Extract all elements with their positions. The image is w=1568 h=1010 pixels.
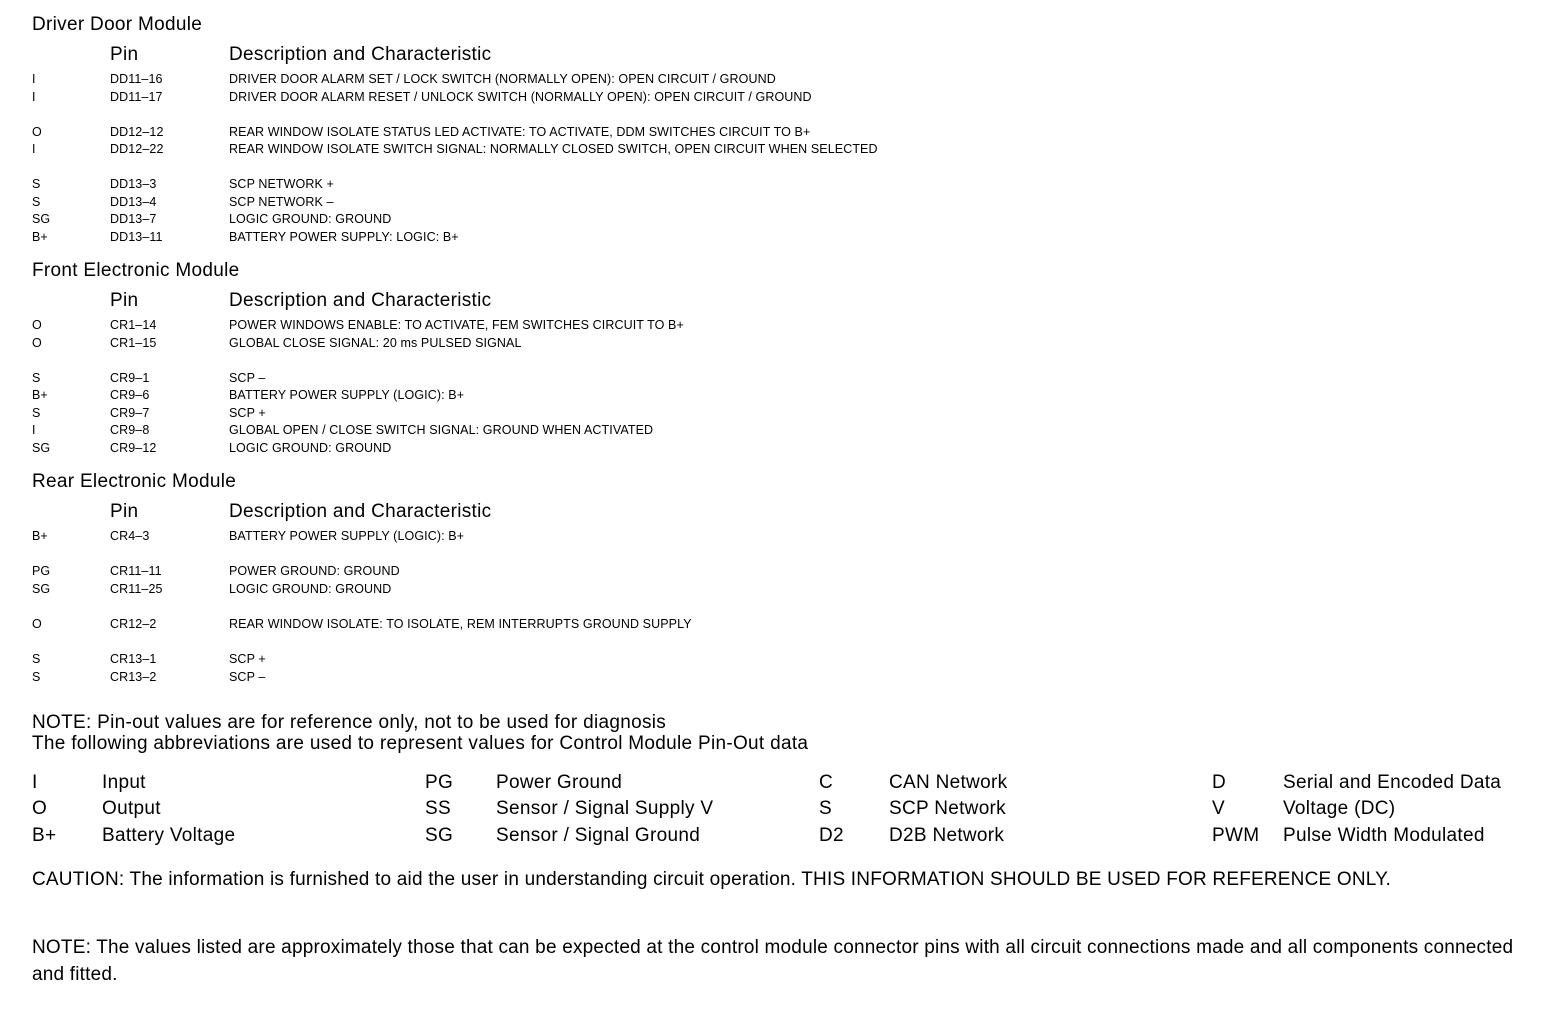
pin-id: DD13–7: [110, 212, 157, 226]
signal-type: S: [32, 177, 41, 191]
signal-type: B+: [32, 388, 48, 402]
table-row: [0, 651, 1568, 667]
signal-type: PG: [32, 564, 51, 578]
signal-type: B+: [32, 230, 48, 244]
table-row: [0, 89, 1568, 105]
table-row: [0, 176, 1568, 192]
signal-type: SG: [32, 582, 51, 596]
section-title-front-electronic-module: Front Electronic Module: [32, 260, 240, 281]
abbr-meaning: CAN Network: [889, 772, 1008, 793]
pin-description: BATTERY POWER SUPPLY (LOGIC): B+: [229, 529, 465, 543]
table-row: [0, 581, 1568, 597]
abbr-meaning: Battery Voltage: [102, 825, 236, 846]
pin-id: CR1–14: [110, 318, 157, 332]
abbr-meaning: Sensor / Signal Supply V: [496, 798, 714, 819]
section-title-rear-electronic-module: Rear Electronic Module: [32, 471, 237, 492]
pin-id: CR9–1: [110, 371, 150, 385]
signal-type: I: [32, 72, 36, 86]
abbr-code: O: [32, 798, 48, 819]
abbreviations-intro: The following abbreviations are used to represent values for Control Module Pin-Out data: [32, 733, 809, 754]
table-row: [0, 335, 1568, 351]
table-row: [0, 616, 1568, 632]
signal-type: S: [32, 670, 41, 684]
table-row: [0, 440, 1568, 456]
note-text: NOTE: The values listed are approximately those that can be expected at the control module connector pins with all circuit connections made and all components connected and fitted.: [32, 937, 1514, 985]
signal-type: B+: [32, 529, 48, 543]
pin-description: SCP +: [229, 406, 266, 420]
pin-description: GLOBAL CLOSE SIGNAL: 20 ms PULSED SIGNAL: [229, 336, 522, 350]
signal-type: S: [32, 195, 41, 209]
signal-type: SG: [32, 441, 51, 455]
table-row: [0, 124, 1568, 140]
pin-description: LOGIC GROUND: GROUND: [229, 212, 392, 226]
signal-type: O: [32, 617, 42, 631]
abbr-code: SG: [425, 825, 454, 846]
signal-type: O: [32, 318, 42, 332]
pin-description: REAR WINDOW ISOLATE SWITCH SIGNAL: NORMALLY CLOSED SWITCH, OPEN CIRCUIT WHEN SELECTED: [229, 142, 878, 156]
pin-id: CR9–7: [110, 406, 150, 420]
abbr-meaning: Sensor / Signal Ground: [496, 825, 701, 846]
pin-id: CR12–2: [110, 617, 157, 631]
table-row: [0, 528, 1568, 544]
table-row: [0, 370, 1568, 386]
pin-description: GLOBAL OPEN / CLOSE SWITCH SIGNAL: GROUND WHEN ACTIVATED: [229, 423, 654, 437]
pin-id: CR11–11: [110, 564, 162, 578]
caution-text: CAUTION: The information is furnished to aid the user in understanding circuit operation. THIS INFORMATION SHOULD BE USED FOR REFERENCE ONLY.: [32, 869, 1392, 890]
table-row: [0, 669, 1568, 685]
pin-description: SCP NETWORK +: [229, 177, 334, 191]
column-header-description: Description and Characteristic: [229, 44, 492, 65]
signal-type: S: [32, 406, 41, 420]
abbr-code: D2: [819, 825, 844, 846]
abbr-code: SS: [425, 798, 451, 819]
pin-description: SCP –: [229, 371, 266, 385]
signal-type: I: [32, 142, 36, 156]
signal-type: O: [32, 125, 42, 139]
signal-type: S: [32, 371, 41, 385]
table-row: [0, 229, 1568, 245]
section-title-driver-door-module: Driver Door Module: [32, 14, 203, 35]
pin-description: BATTERY POWER SUPPLY: LOGIC: B+: [229, 230, 459, 244]
table-row: [0, 563, 1568, 579]
table-row: [0, 387, 1568, 403]
pin-description: SCP +: [229, 652, 266, 666]
column-header-pin: Pin: [110, 501, 139, 522]
pin-id: CR13–2: [110, 670, 157, 684]
pin-id: CR9–6: [110, 388, 150, 402]
abbr-code: D: [1212, 772, 1227, 793]
pin-id: CR11–25: [110, 582, 163, 596]
abbr-meaning: Serial and Encoded Data: [1283, 772, 1502, 793]
abbr-meaning: Output: [102, 798, 161, 819]
pin-description: DRIVER DOOR ALARM RESET / UNLOCK SWITCH (NORMALLY OPEN): OPEN CIRCUIT / GROUND: [229, 90, 812, 104]
pin-description: SCP NETWORK –: [229, 195, 334, 209]
pin-description: REAR WINDOW ISOLATE STATUS LED ACTIVATE: TO ACTIVATE, DDM SWITCHES CIRCUIT TO B+: [229, 125, 811, 139]
clipped-note-line: [32, 706, 732, 733]
table-row: [0, 71, 1568, 87]
pin-id: CR13–1: [110, 652, 157, 666]
pin-id: DD13–3: [110, 177, 157, 191]
signal-type: SG: [32, 212, 51, 226]
pin-description: REAR WINDOW ISOLATE: TO ISOLATE, REM INTERRUPTS GROUND SUPPLY: [229, 617, 692, 631]
abbr-meaning: SCP Network: [889, 798, 1006, 819]
table-row: [0, 211, 1568, 227]
signal-type: O: [32, 336, 42, 350]
pin-description: POWER WINDOWS ENABLE: TO ACTIVATE, FEM SWITCHES CIRCUIT TO B+: [229, 318, 684, 332]
pin-id: DD11–16: [110, 72, 163, 86]
column-header-pin: Pin: [110, 44, 139, 65]
abbr-meaning: Input: [102, 772, 146, 793]
table-row: [0, 317, 1568, 333]
abbr-meaning: D2B Network: [889, 825, 1005, 846]
abbr-code: B+: [32, 825, 57, 846]
abbr-code: PG: [425, 772, 454, 793]
pin-id: CR9–8: [110, 423, 150, 437]
pin-description: POWER GROUND: GROUND: [229, 564, 400, 578]
abbr-code: C: [819, 772, 834, 793]
clipped-note-text: NOTE: Pin-out values are for reference only, not to be used for diagnosis: [32, 712, 667, 733]
pin-description: BATTERY POWER SUPPLY (LOGIC): B+: [229, 388, 465, 402]
pin-id: DD13–4: [110, 195, 157, 209]
pin-description: SCP –: [229, 670, 266, 684]
pin-id: CR9–12: [110, 441, 157, 455]
pin-id: DD12–12: [110, 125, 164, 139]
pin-id: DD11–17: [110, 90, 163, 104]
abbr-code: I: [32, 772, 38, 793]
column-header-description: Description and Characteristic: [229, 501, 492, 522]
pin-id: CR4–3: [110, 529, 150, 543]
pin-id: DD13–11: [110, 230, 163, 244]
table-row: [0, 141, 1568, 157]
column-header-description: Description and Characteristic: [229, 290, 492, 311]
abbr-code: S: [819, 798, 832, 819]
pin-id: DD12–22: [110, 142, 164, 156]
abbr-code: V: [1212, 798, 1225, 819]
signal-type: I: [32, 90, 36, 104]
abbr-meaning: Voltage (DC): [1283, 798, 1396, 819]
table-row: [0, 405, 1568, 421]
abbr-meaning: Pulse Width Modulated: [1283, 825, 1485, 846]
pin-id: CR1–15: [110, 336, 157, 350]
signal-type: I: [32, 423, 36, 437]
abbr-code: PWM: [1212, 825, 1260, 846]
column-header-pin: Pin: [110, 290, 139, 311]
abbr-meaning: Power Ground: [496, 772, 623, 793]
table-row: [0, 422, 1568, 438]
signal-type: S: [32, 652, 41, 666]
pin-description: LOGIC GROUND: GROUND: [229, 441, 392, 455]
table-row: [0, 194, 1568, 210]
pin-description: LOGIC GROUND: GROUND: [229, 582, 392, 596]
pin-description: DRIVER DOOR ALARM SET / LOCK SWITCH (NORMALLY OPEN): OPEN CIRCUIT / GROUND: [229, 72, 776, 86]
